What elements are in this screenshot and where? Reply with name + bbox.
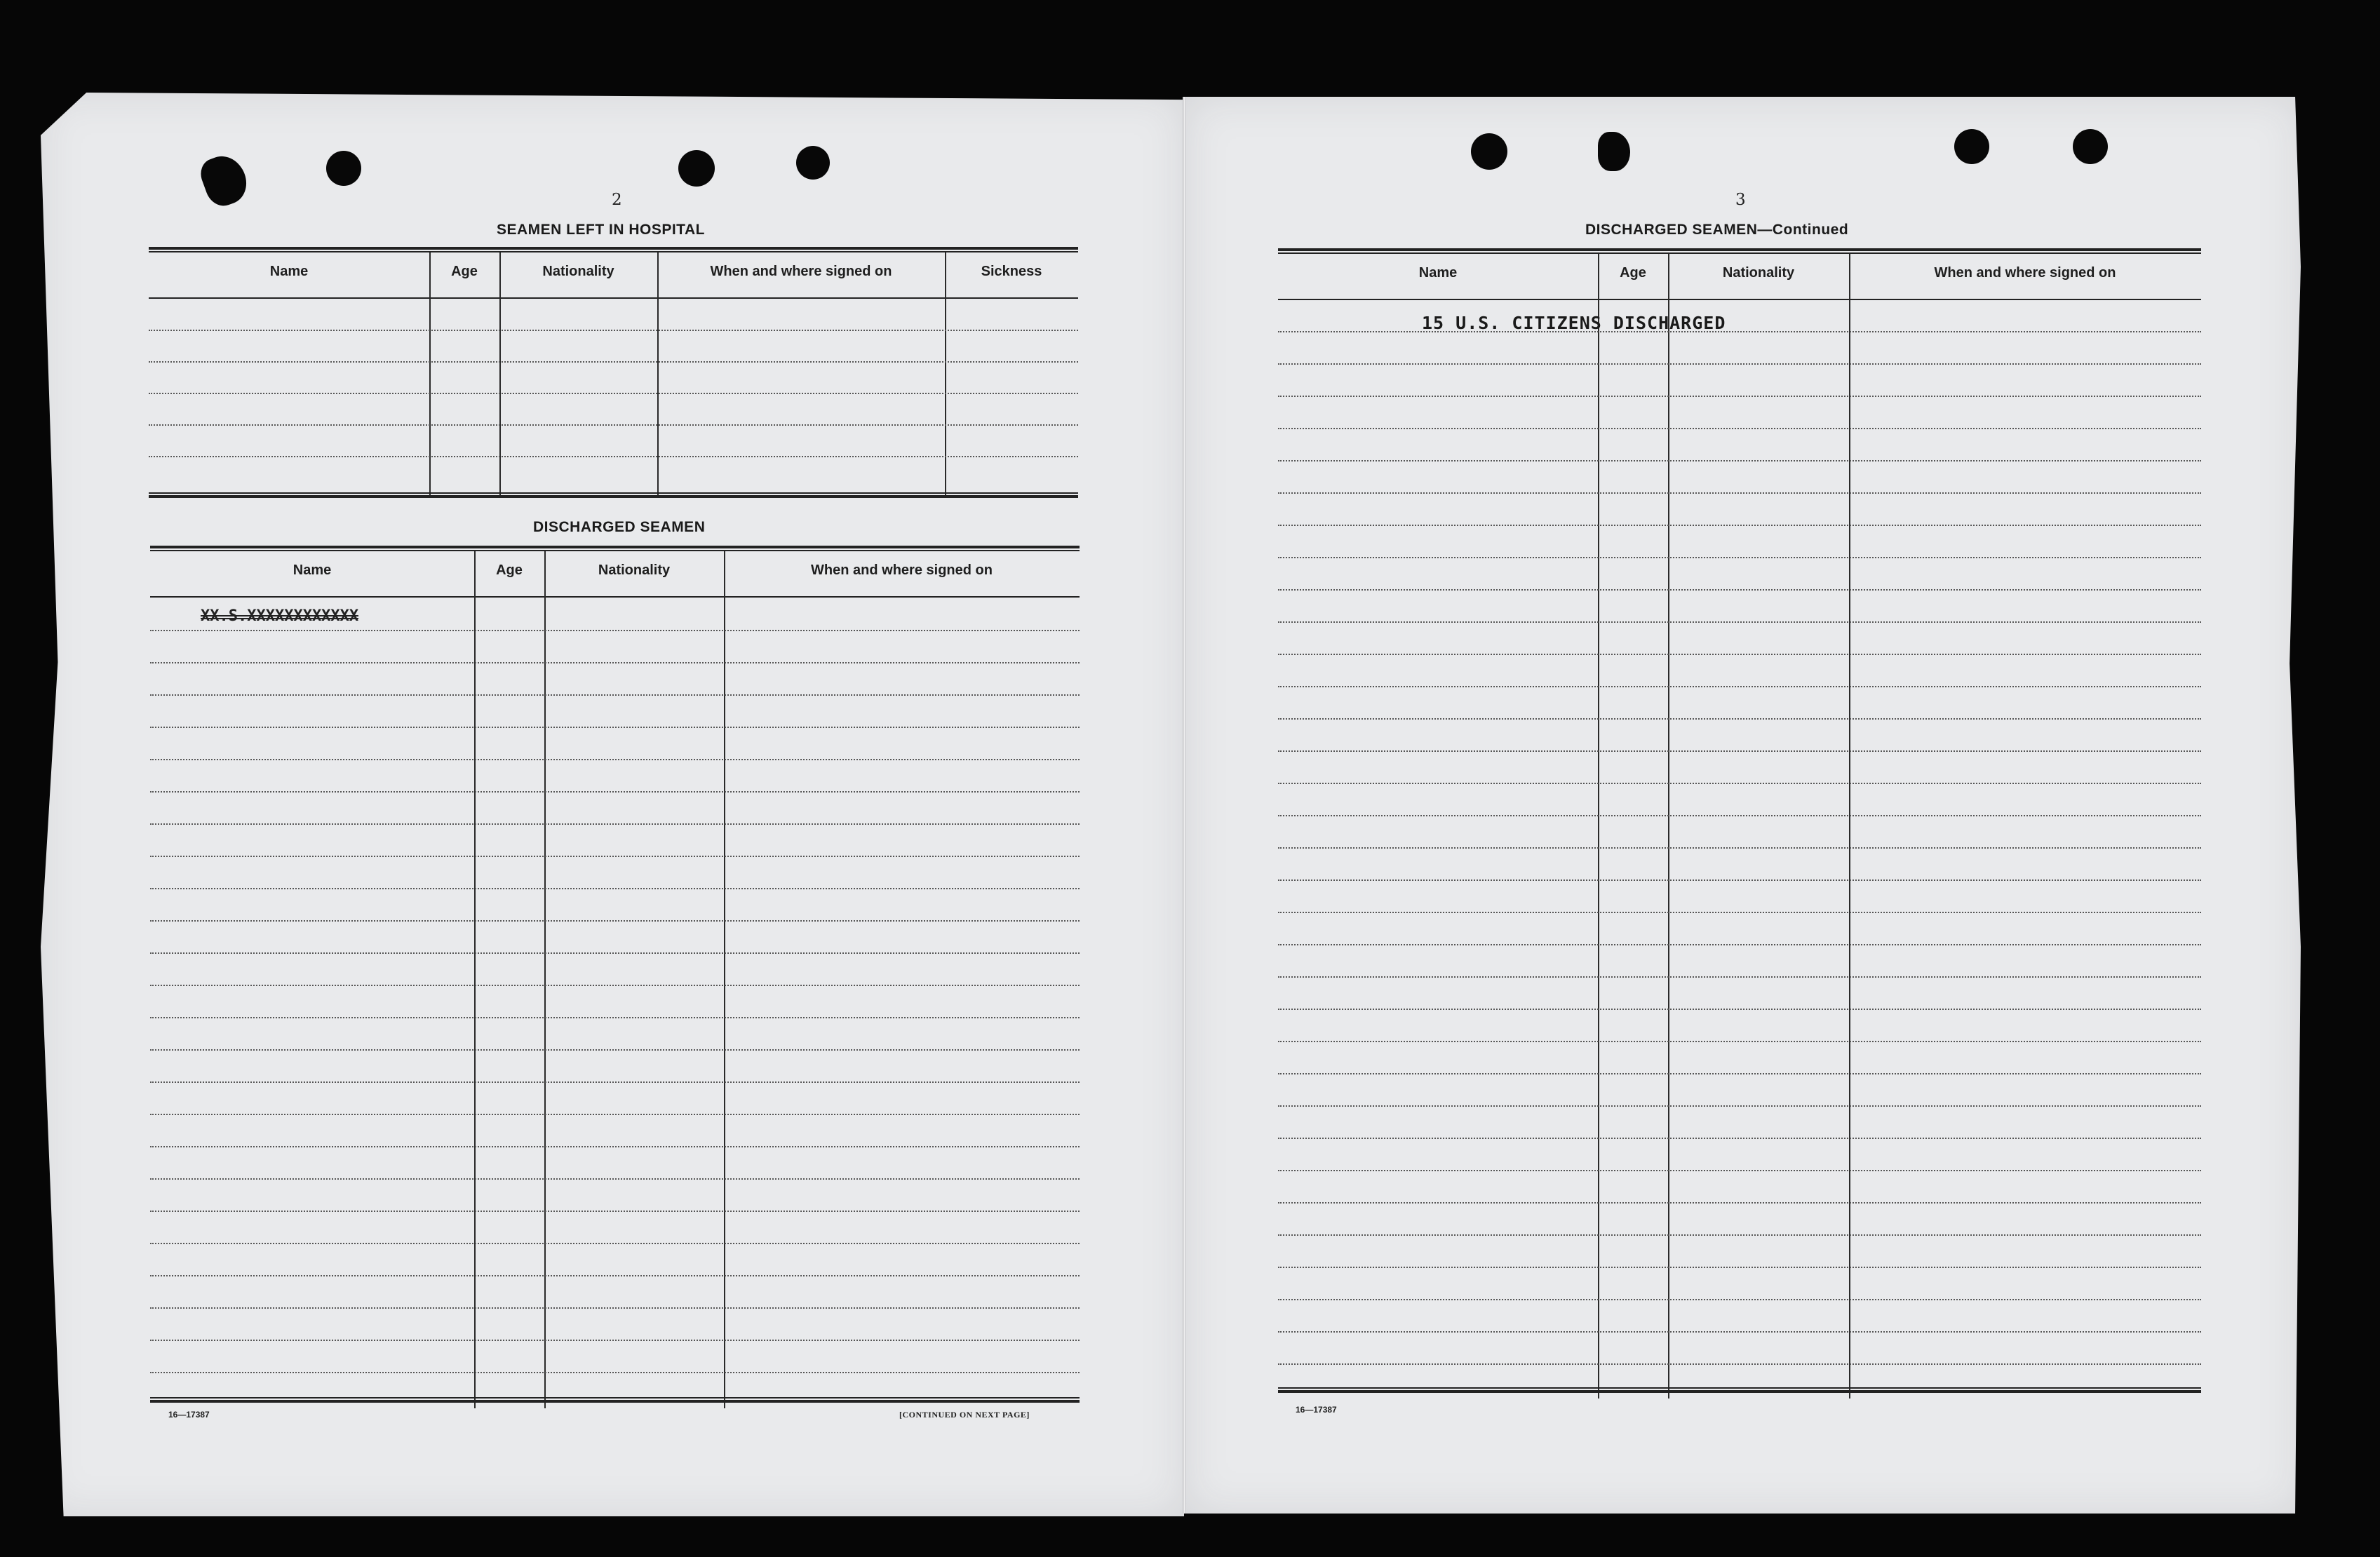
center-fold [1183,97,1186,1514]
punch-hole-icon [1954,129,1989,164]
table-row [1278,1105,2201,1107]
table-row [150,1372,1080,1373]
punch-hole-icon [1598,132,1630,171]
table-row [149,456,1078,457]
table-row [150,888,1080,889]
discharged-continued-title [1585,222,1848,238]
title-suffix: —Continued [1757,222,1849,238]
table-row [150,1243,1080,1244]
table-row [150,1340,1080,1341]
table-row [1278,847,2201,849]
table-row [150,1049,1080,1051]
table-row [150,1146,1080,1147]
punch-hole-icon [2073,129,2108,164]
table-row [1278,1202,2201,1204]
column-header-name: Name [1418,265,1458,281]
table-row [150,694,1080,696]
table-row [1278,1073,2201,1074]
table-row [150,920,1080,922]
hospital-table [149,247,1078,499]
column-header-signed-on: When and where signed on [811,562,993,578]
column-header-age: Age [496,562,523,578]
page-number: 2 [612,191,622,209]
column-header-nationality: Nationality [1722,265,1795,281]
table-row [150,759,1080,760]
table-row [150,727,1080,728]
table-row [149,393,1078,394]
table-row [1278,492,2201,494]
punch-hole-icon [678,150,715,187]
punch-hole-icon [796,146,830,180]
table-row [149,361,1078,363]
discharged-continued-table [1278,248,2201,1398]
table-row [1278,1234,2201,1236]
table-row [1278,1331,2201,1333]
table-row [1278,912,2201,913]
table-row [150,1275,1080,1276]
typed-entry: 15 U.S. CITIZENS DISCHARGED [1422,313,1726,333]
table-row [1278,428,2201,429]
table-row [150,952,1080,954]
continued-note: [CONTINUED ON NEXT PAGE] [899,1410,1030,1420]
punch-hole-icon [1471,133,1507,170]
column-header-signed-on: When and where signed on [1934,265,2116,281]
table-row [150,985,1080,986]
table-row [150,662,1080,663]
form-number: 16—17387 [1296,1405,1337,1415]
table-row [1278,750,2201,752]
table-row [1278,525,2201,526]
table-row [1278,331,2201,332]
table-row [150,1307,1080,1309]
table-row [150,1211,1080,1212]
punch-hole-icon [326,151,361,186]
column-header-nationality: Nationality [598,562,671,578]
struck-out-entry: XX.S.XXXXXXXXXXXX [201,607,359,625]
table-row [1278,460,2201,461]
hospital-section-title: SEAMEN LEFT IN HOSPITAL [497,222,705,238]
table-row [1278,1267,2201,1268]
table-row [149,330,1078,331]
table-row [149,424,1078,426]
title-main: DISCHARGED SEAMEN [1585,222,1758,238]
table-row [1278,1009,2201,1010]
discharged-section-title: DISCHARGED SEAMEN [533,519,706,535]
table-row [1278,654,2201,655]
column-header-age: Age [1620,265,1646,281]
table-row [150,1178,1080,1180]
column-header-age: Age [451,264,478,279]
table-row [1278,815,2201,816]
column-header-sickness: Sickness [981,264,1042,279]
column-header-name: Name [293,562,332,578]
table-row [1278,944,2201,945]
table-row [1278,589,2201,591]
column-header-signed-on: When and where signed on [710,264,892,279]
table-row [1278,621,2201,623]
table-row [150,630,1080,631]
table-row [1278,686,2201,687]
table-row [1278,396,2201,397]
discharged-table [150,546,1080,1408]
table-row [1278,879,2201,881]
table-row [1278,557,2201,558]
page-number: 3 [1735,191,1746,209]
table-row [150,1114,1080,1115]
table-row [150,823,1080,825]
table-row [1278,1299,2201,1300]
table-row [1278,363,2201,365]
form-number: 16—17387 [168,1410,210,1420]
table-row [150,1081,1080,1083]
table-row [1278,1363,2201,1365]
column-header-nationality: Nationality [542,264,614,279]
table-row [1278,718,2201,720]
table-row [150,791,1080,793]
table-row [1278,1138,2201,1139]
table-row [1278,1170,2201,1171]
table-row [150,1017,1080,1018]
table-row [1278,783,2201,784]
column-header-name: Name [269,264,309,279]
table-row [1278,976,2201,978]
table-row [1278,1041,2201,1042]
table-row [150,856,1080,857]
